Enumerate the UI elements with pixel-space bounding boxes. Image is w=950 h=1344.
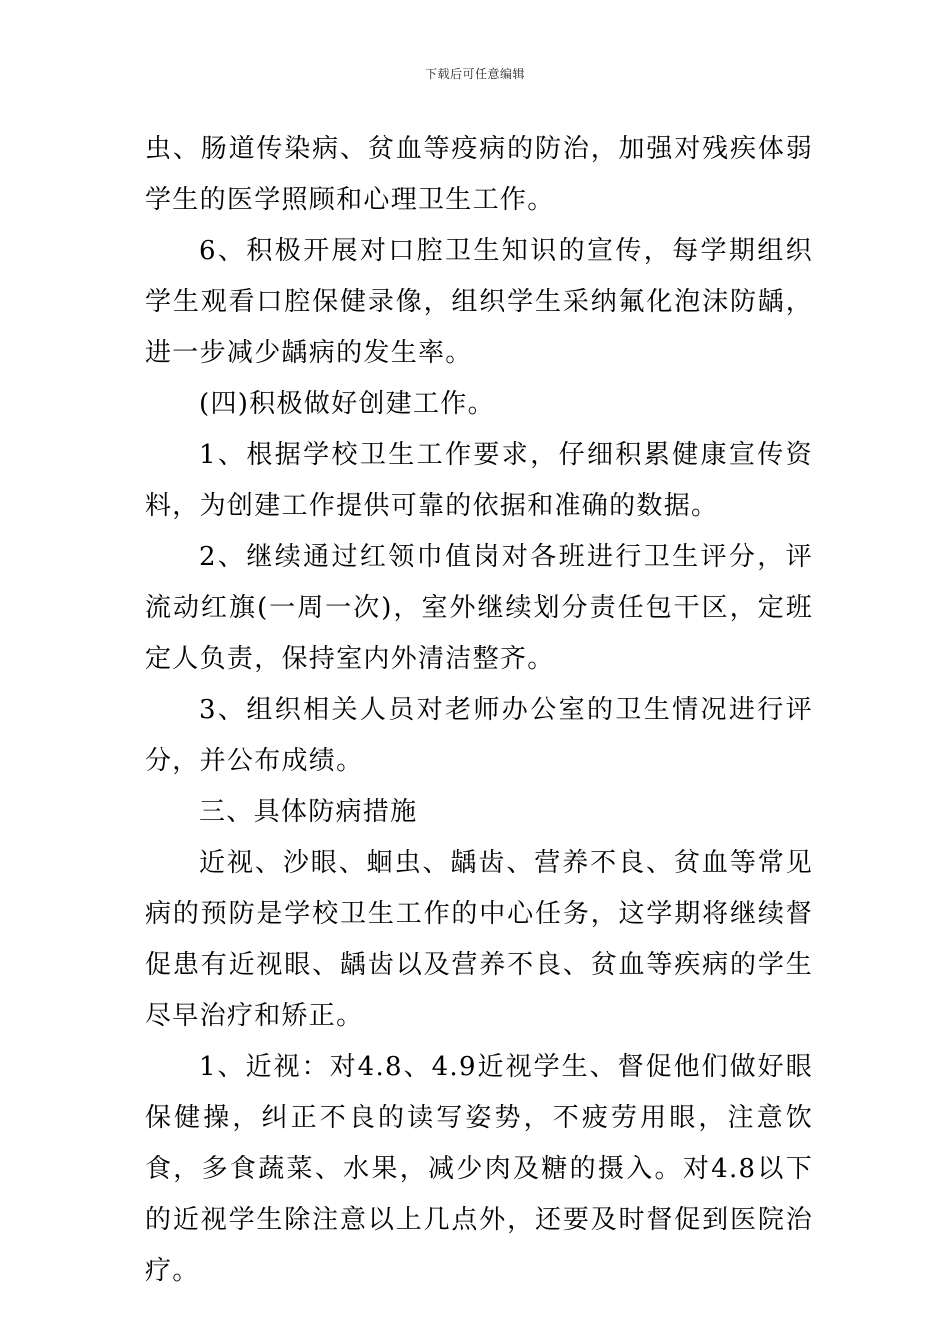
- paragraph: 2、继续通过红领巾值岗对各班进行卫生评分，评流动红旗(一周一次)，室外继续划分责任包干区，定班定人负责，保持室内外清洁整齐。: [145, 542, 813, 674]
- section-heading: 三、具体防病措施: [199, 797, 418, 827]
- paragraph: 6、积极开展对口腔卫生知识的宣传，每学期组织学生观看口腔保健录像，组织学生采纳氟化泡沫防龋，进一步减少龋病的发生率。: [145, 236, 813, 368]
- paragraph: 虫、肠道传染病、贫血等疫病的防治，加强对残疾体弱学生的医学照顾和心理卫生工作。: [145, 134, 813, 215]
- paragraph: 1、根据学校卫生工作要求，仔细积累健康宣传资料，为创建工作提供可靠的依据和准确的数据。: [145, 440, 813, 521]
- paragraph: 近视、沙眼、蛔虫、龋齿、营养不良、贫血等常见病的预防是学校卫生工作的中心任务，这学期将继续督促患有近视眼、龋齿以及营养不良、贫血等疾病的学生尽早治疗和矫正。: [145, 848, 813, 1031]
- body-text: [145, 124, 813, 1297]
- paragraph: 1、近视：对4.8、4.9近视学生、督促他们做好眼保健操，纠正不良的读写姿势，不疲劳用眼，注意饮食，多食蔬菜、水果，减少肉及糖的摄入。对4.8以下的近视学生除注意以上几点外，还要及时督促到医院治疗。: [145, 1052, 813, 1286]
- paragraph: 3、组织相关人员对老师办公室的卫生情况进行评分，并公布成绩。: [145, 695, 813, 776]
- section-heading: (四)积极做好创建工作。: [199, 389, 495, 419]
- header-note: 下载后可任意编辑: [424, 67, 525, 81]
